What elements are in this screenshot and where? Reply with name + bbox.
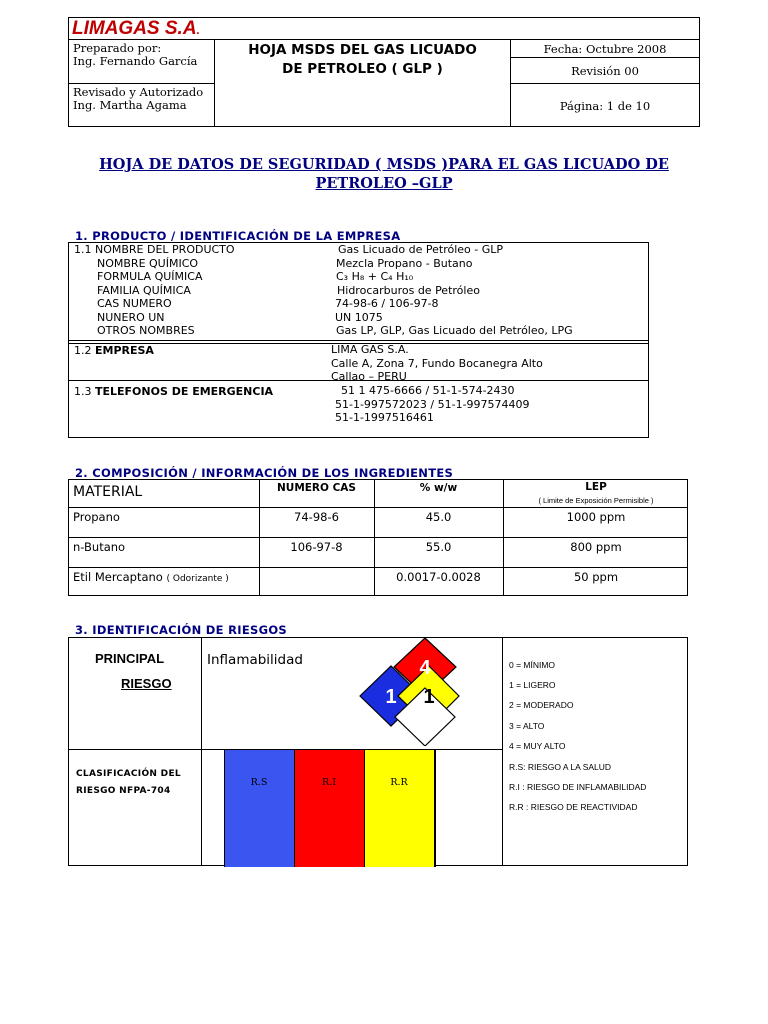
row-divider [69,340,648,341]
legend-item: R.R : RIESGO DE REACTIVIDAD [509,802,638,812]
cas-label: CAS NUMERO [97,297,172,310]
document-title-line1: HOJA DE DATOS DE SEGURIDAD ( MSDS )PARA EL GAS LICUADO DE [99,156,669,173]
company-line: LIMA GAS S.A. [331,343,409,356]
other-names-value: Gas LP, GLP, Gas Licuado del Petróleo, LPG [336,324,573,337]
nfpa-classification-line2: RIESGO NFPA-704 [76,786,171,796]
chemical-name-value: Mezcla Propano - Butano [336,256,473,270]
un-value: UN 1075 [335,310,383,324]
row-ww: 55.0 [425,540,452,554]
emergency-phone: 51-1-1997516461 [335,411,434,424]
revision-cell [510,57,700,84]
legend-item: 1 = LIGERO [509,680,556,690]
nfpa-diamond-icon [359,636,463,746]
company-line: Callao – PERU [331,370,407,383]
composition-table [68,479,688,596]
row-material: n-Butano [73,540,126,554]
reviewed-cell [68,83,215,127]
row-material: Propano [73,510,120,524]
col-divider [502,638,503,865]
row-lep: 1000 ppm [566,510,626,524]
un-label: NUNERO UN [97,310,165,324]
row-divider [69,537,687,538]
company-line: Calle A, Zona 7, Fundo Bocanegra Alto [331,356,543,370]
health-bar [224,750,295,867]
bar-divider [434,750,436,867]
col-header-lep: LEP [585,481,607,493]
reactivity-bar-label: R.R [390,777,408,788]
header-title-line1: HOJA MSDS DEL GAS LICUADO [248,42,477,58]
header-title-line2: DE PETROLEO ( GLP ) [282,61,443,77]
row-divider [69,507,687,508]
row-lep: 50 ppm [573,570,619,584]
main-hazard-value: Inflamabilidad [207,652,303,668]
risk-table [68,637,688,866]
prepared-name: Ing. Fernando García [73,54,198,68]
document-header [68,17,700,127]
reactivity-bar [364,750,435,867]
col-header-lep-sub: ( Limite de Exposición Permisible ) [538,496,654,505]
company-address [331,343,543,384]
flammability-bar-label: R.I [322,777,336,788]
formula-label: FORMULA QUÍMICA [97,270,203,283]
col-header-ww: % w/w [419,482,458,494]
nfpa-classification-line1: CLASIFICACIÓN DEL [76,769,181,779]
page-cell [510,83,700,127]
cas-value: 74-98-6 / 106-97-8 [335,297,439,310]
emergency-phone: 51 1 475-6666 / 51-1-574-2430 [341,384,515,397]
row-lep: 800 ppm [570,540,622,554]
chemical-name-label: NOMBRE QUÍMICO [97,256,199,270]
document-title-line2: PETROLEO –GLP [315,175,453,192]
diamond-top-value: 4 [419,657,431,679]
section1-title: 1. PRODUCTO / IDENTIFICACIÓN DE LA EMPRESA [75,229,401,243]
row-ww: 0.0017-0.0028 [396,570,481,584]
formula-value: C₃ H₈ + C₄ H₁₀ [336,270,414,283]
product-name-label: 1.1 NOMBRE DEL PRODUCTO [74,243,235,256]
col-divider [259,480,260,595]
col-divider [201,638,202,865]
legend-item: R.S: RIESGO A LA SALUD [509,762,612,772]
reviewed-label: Revisado y Autorizado [73,85,204,99]
row-cas: 106-97-8 [290,540,343,554]
emergency-phone: 51-1-997572023 / 51-1-997574409 [335,397,530,411]
legend-item: 4 = MUY ALTO [509,741,566,751]
row-divider [69,567,687,568]
brand-cell [68,17,700,40]
emergency-label: 1.3 TELEFONOS DE EMERGENCIA [74,385,274,398]
date-cell [510,39,700,58]
row-cas: 74-98-6 [294,510,339,524]
legend-item: 3 = ALTO [509,721,545,731]
col-header-material: MATERIAL [73,484,143,500]
legend-item: 2 = MODERADO [509,700,574,710]
section2-title: 2. COMPOSICIÓN / INFORMACIÓN DE LOS INGREDIENTES [75,466,454,480]
document-title [40,155,728,193]
other-names-label: OTROS NOMBRES [97,324,195,337]
product-name-value: Gas Licuado de Petróleo - GLP [338,243,504,256]
family-value: Hidrocarburos de Petróleo [337,283,480,297]
prepared-cell [68,39,215,84]
company-label: 1.2 EMPRESA [74,344,154,357]
prepared-label: Preparado por: [73,41,162,55]
reviewed-name: Ing. Martha Agama [73,98,187,112]
row-material: Etil Mercaptano ( Odorizante ) [73,570,229,584]
diamond-right-value: 1 [423,686,435,708]
legend-item: R.I : RIESGO DE INFLAMABILIDAD [509,782,647,792]
legend-item: 0 = MÍNIMO [509,660,556,670]
nfpa-classification-label [76,766,181,800]
company-logo-text: LIMAGAS S.A. [72,18,200,39]
section3-title: 3. IDENTIFICACIÓN DE RIESGOS [75,623,287,637]
riesgo-label: RIESGO [121,676,172,691]
page-number: Página: 1 de 10 [559,99,651,113]
principal-label: PRINCIPAL [95,651,165,666]
diamond-left-value: 1 [385,686,397,708]
family-label: FAMILIA QUÍMICA [97,283,191,297]
col-header-cas: NUMERO CAS [277,482,356,494]
document-date: Fecha: Octubre 2008 [543,42,667,56]
health-bar-label: R.S [250,777,268,788]
row-ww: 45.0 [425,510,452,524]
header-title-cell [214,39,511,127]
emergency-phones [335,384,530,425]
document-revision: Revisión 00 [571,64,639,78]
flammability-bar [294,750,365,867]
